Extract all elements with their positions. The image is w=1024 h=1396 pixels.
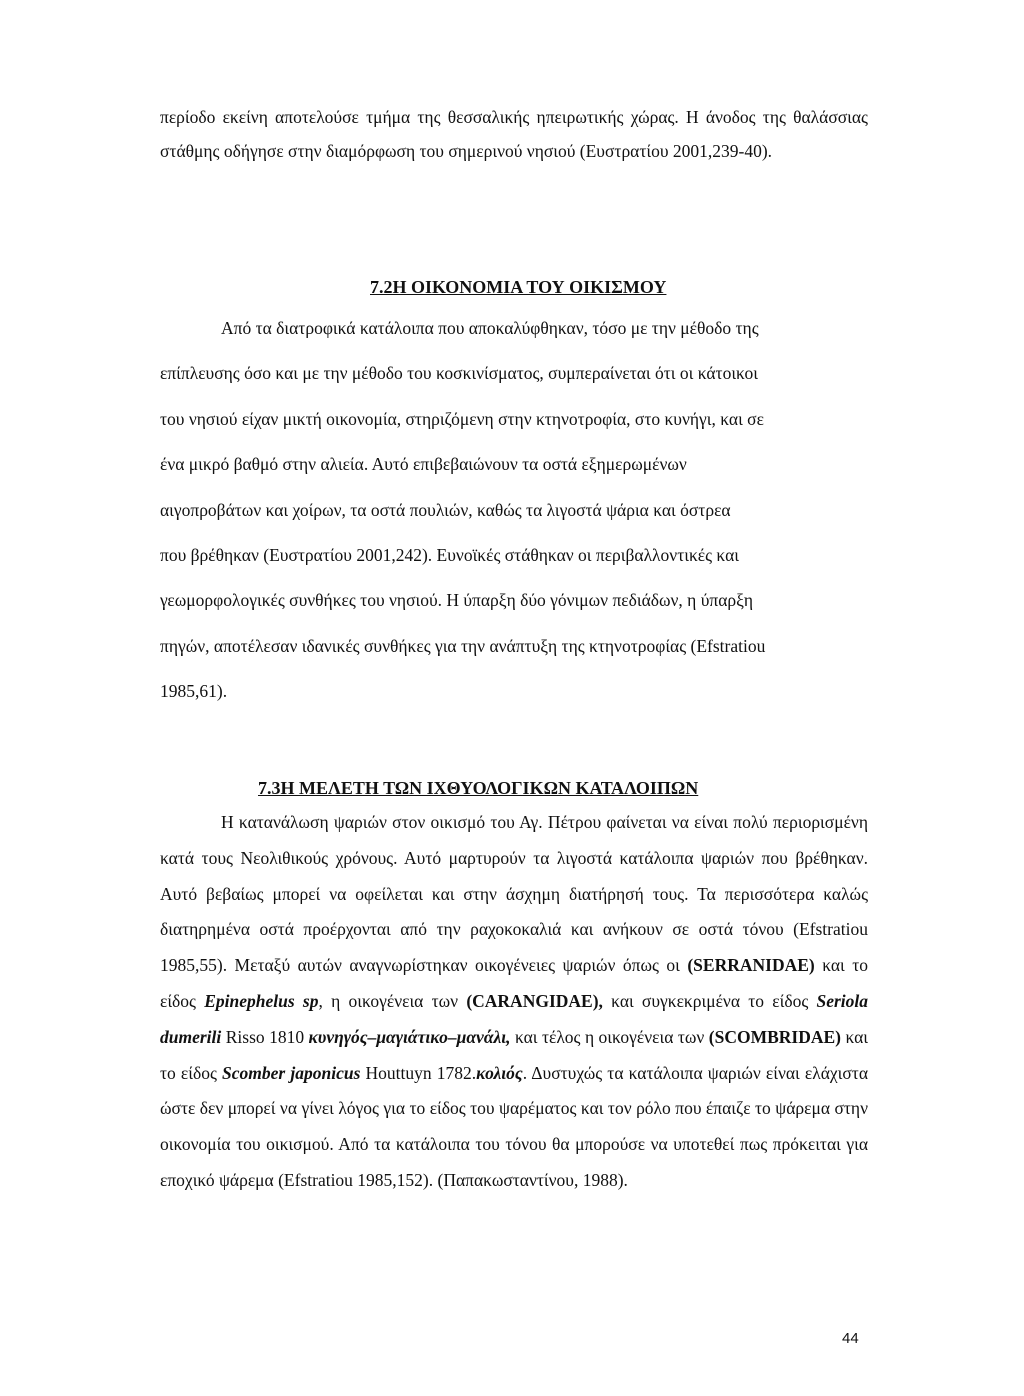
paragraph-line: πηγών, αποτέλεσαν ιδανικές συνθήκες για την ανάπτυξη της κτηνοτροφίας (Efstratiou [160,635,766,656]
family-name-carangidae: (CARANGIDAE), [466,990,603,1011]
economy-paragraph [160,306,868,715]
family-name-serranidae: (SERRANIDAE) [687,955,815,976]
section-heading-fish-remains: 7.3Η ΜΕΛΕΤΗ ΤΩΝ ΙΧΘΥΟΛΟΓΙΚΩΝ ΚΑΤΑΛΟΙΠΩΝ [258,778,699,798]
text-run: Houttuyn 1782. [365,1062,477,1083]
paragraph-line: αιγοπροβάτων και χοίρων, τα οστά πουλιών, καθώς τα λιγοστά ψάρια και όστρεα [160,499,731,520]
section-heading-economy: 7.2Η ΟΙΚΟΝΟΜΙΑ ΤΟΥ ΟΙΚΙΣΜΟΥ [370,277,667,297]
paragraph-line: ένα μικρό βαθμό στην αλιεία. Αυτό επιβεβαιώνουν τα οστά εξημερωμένων [160,454,687,475]
paragraph-indent [160,812,221,832]
paragraph-line: του νησιού είχαν μικτή οικονομία, στηριζόμενη στην κτηνοτροφία, στο κυνήγι, και σε [160,408,764,429]
intro-paragraph: περίοδο εκείνη αποτελούσε τμήμα της θεσσαλικής ηπειρωτικής χώρας. Η άνοδος της θαλάσσιας στάθμης οδήγησε στην διαμόρφωση του σημερινού νησιού (Ευστρατίου 2001,239-40). [160,107,868,161]
text-run: και το είδος [160,955,868,1011]
text-run: Η κατανάλωση ψαριών στον οικισμό του Αγ. Πέτρου φαίνεται να είναι πολύ περιορισμένη κατά τους Νεολιθικούς χρόνους. Αυτό μαρτυρούν τα λιγοστά κατάλοιπα ψαριών που βρέθηκαν. Αυτό βεβαίως μπορεί να οφείλεται και στην άσχημη διατήρησή τους. Τα περισσότερα καλώς διατηρημένα οστά προέρχονται από την ραχοκοκαλιά και ανήκουν σε οστά τόνου (Efstratiou 1985,55). Μεταξύ αυτών αναγνωρίστηκαν οικογένειες ψαριών όπως οι [160,812,868,976]
paragraph-line: επίπλευσης όσο και με την μέθοδο του κοσκινίσματος, συμπεραίνεται ότι οι κάτοικοι [160,363,758,384]
species-name-epinephelus: Epinephelus sp [204,990,319,1011]
family-name-scombridae: (SCOMBRIDAE) [708,1026,842,1047]
paragraph-line: που βρέθηκαν (Ευστρατίου 2001,242). Ευνοϊκές στάθηκαν οι περιβαλλοντικές και [160,545,739,566]
text-run: Risso 1810 [225,1026,305,1047]
text-run: και τέλος η οικογένεια των [514,1026,705,1047]
text-run: και το είδος [160,1026,869,1083]
paragraph-line: 1985,61). [160,681,228,702]
common-name-scomber: κολιός [476,1062,523,1083]
text-run: και συγκεκριμένα το είδος [611,990,809,1011]
fish-remains-paragraph [160,805,868,1199]
text-run: . Δυστυχώς τα κατάλοιπα ψαριών είναι ελάχιστα ώστε δεν μπορεί να γίνει λόγος για το είδος του ψαρέματος και τον ρόλο που έπαιζε το ψάρεμα στην οικονομία του οικισμού. Από τα κατάλοιπα του τόνου θα μπορούσε να υποτεθεί πως πρόκειται για εποχικό ψάρεμα (Efstratiou 1985,152). (Παπακωσταντίνου, 1988). [160,1062,868,1190]
paragraph-line: γεωμορφολογικές συνθήκες του νησιού. Η ύπαρξη δύο γόνιμων πεδιάδων, η ύπαρξη [160,590,754,611]
text-run: , η οικογένεια των [318,990,459,1011]
common-name-seriola: κυνηγός–μαγιάτικο–μανάλι, [308,1026,511,1047]
page-number: 44 [842,1330,859,1347]
paragraph-line: Από τα διατροφικά κατάλοιπα που αποκαλύφθηκαν, τόσο με την μέθοδο της [221,318,759,338]
species-name-seriola: Seriola dumerili [160,990,869,1047]
species-name-scomber: Scomber japonicus [222,1062,361,1083]
